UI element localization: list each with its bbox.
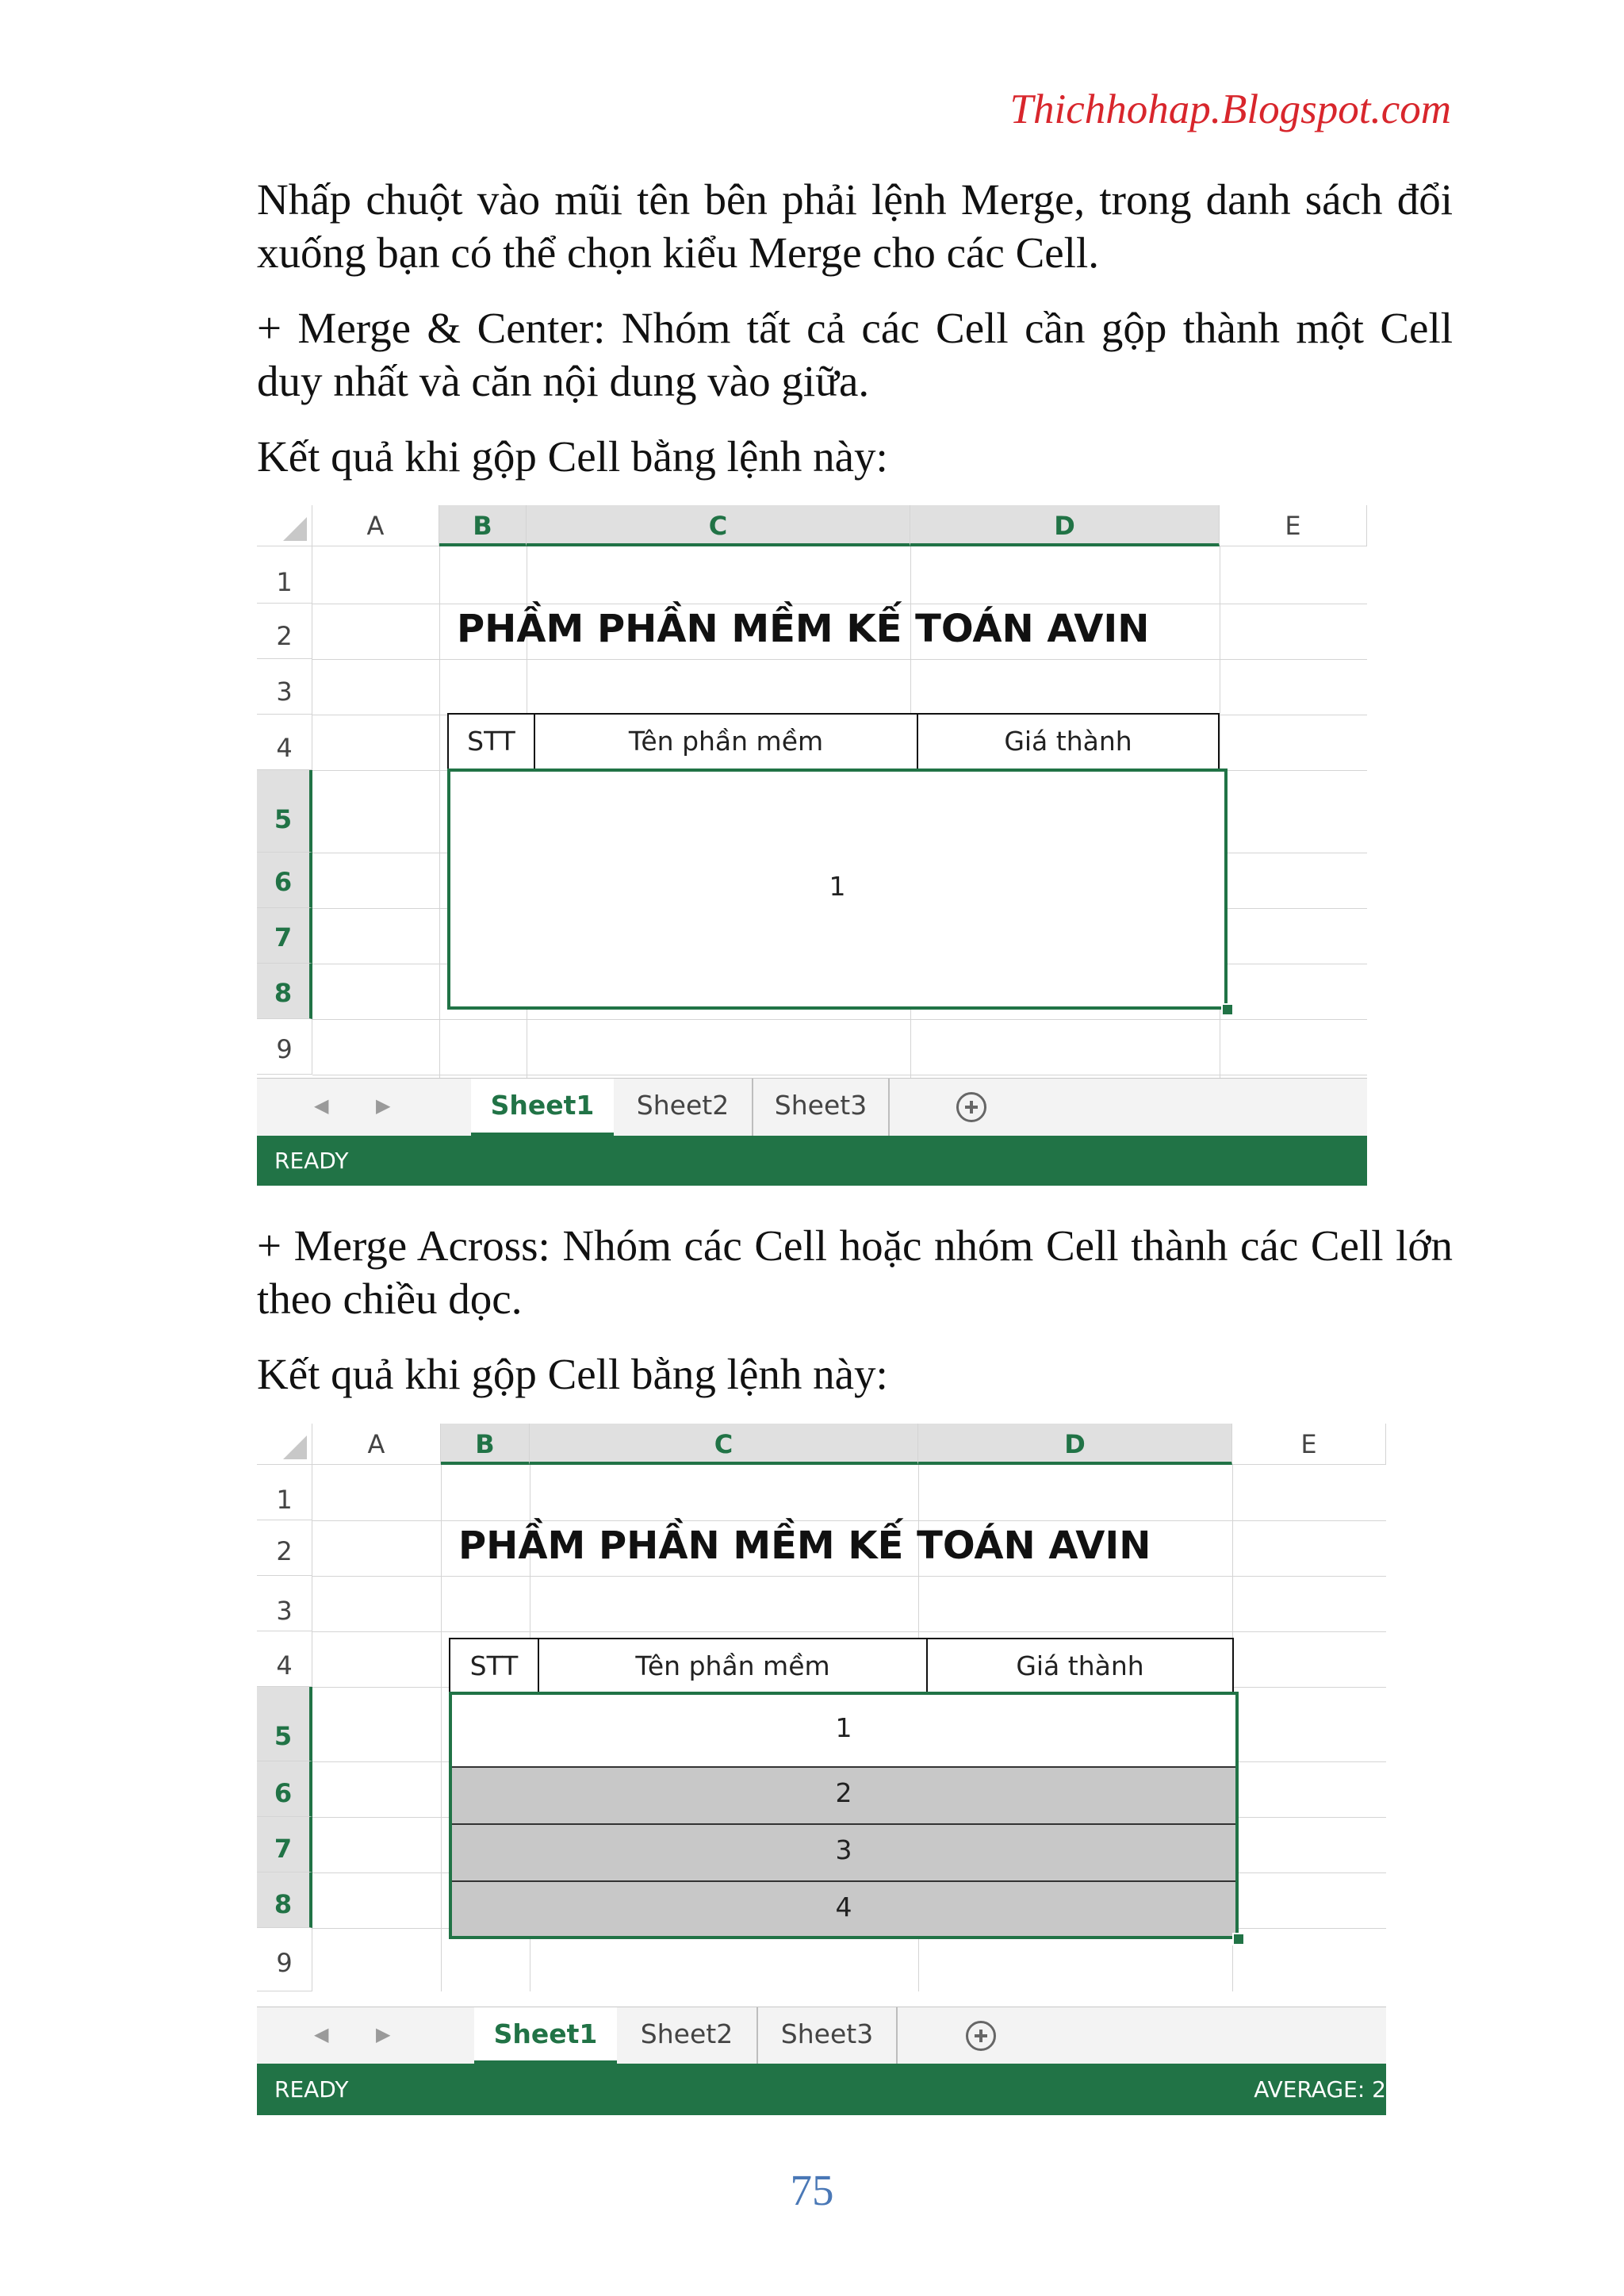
row-header-6[interactable]: 6 bbox=[257, 1761, 312, 1817]
table-header-software-name[interactable]: Tên phần mềm bbox=[538, 1638, 928, 1695]
column-header-d[interactable]: D bbox=[918, 1424, 1232, 1465]
tab-sheet3[interactable]: Sheet3 bbox=[753, 1079, 890, 1137]
fill-handle[interactable] bbox=[1221, 1003, 1234, 1016]
sheet-title-cell[interactable]: PHẦM PHẦN MỀM KẾ TOÁN AVIN bbox=[457, 607, 1150, 651]
excel-screenshot-merge-across bbox=[257, 1424, 1386, 2115]
table-header-price[interactable]: Giá thành bbox=[917, 713, 1220, 770]
row-header-7[interactable]: 7 bbox=[257, 1817, 312, 1872]
column-header-d[interactable]: D bbox=[910, 505, 1220, 546]
column-header-c[interactable]: C bbox=[527, 505, 910, 546]
paragraph-merge-across: + Merge Across: Nhóm các Cell hoặc nhóm Cell thành các Cell lớn theo chiều dọc. bbox=[257, 1221, 1453, 1323]
row-header-5[interactable]: 5 bbox=[257, 770, 312, 853]
row-header-4[interactable]: 4 bbox=[257, 1631, 312, 1687]
select-all-corner[interactable] bbox=[257, 1424, 312, 1465]
table-header-software-name[interactable]: Tên phần mềm bbox=[534, 713, 918, 770]
merged-row-8-value: 4 bbox=[835, 1892, 852, 1922]
fill-handle[interactable] bbox=[1232, 1933, 1245, 1945]
excel-screenshot-merge-center bbox=[257, 505, 1367, 1186]
row-header-6[interactable]: 6 bbox=[257, 853, 312, 908]
row-header-9[interactable]: 9 bbox=[257, 1928, 312, 1991]
tab-sheet1[interactable]: Sheet1 bbox=[474, 2007, 617, 2064]
tab-sheet2[interactable]: Sheet2 bbox=[614, 1079, 753, 1137]
paragraph-merge-center: + Merge & Center: Nhóm tất cả các Cell cần gộp thành một Cell duy nhất và căn nội dung vào giữa. bbox=[257, 304, 1453, 405]
merged-row-5-value: 1 bbox=[835, 1712, 852, 1743]
sheet-tab-bar bbox=[257, 1078, 1367, 1137]
tab-sheet1[interactable]: Sheet1 bbox=[471, 1079, 614, 1137]
column-header-b[interactable]: B bbox=[441, 1424, 530, 1465]
column-header-a[interactable]: A bbox=[312, 1424, 441, 1465]
tab-scroll-left-icon[interactable]: ◀ bbox=[314, 2023, 329, 2045]
merged-row-5[interactable] bbox=[452, 1695, 1235, 1768]
merged-cell-range[interactable] bbox=[447, 769, 1228, 1010]
table-header-stt[interactable]: STT bbox=[447, 713, 535, 770]
row-header-2[interactable]: 2 bbox=[257, 1520, 312, 1576]
merged-row-7[interactable] bbox=[452, 1825, 1235, 1882]
row-header-7[interactable]: 7 bbox=[257, 908, 312, 964]
paragraph-result-1: Kết quả khi gộp Cell bằng lệnh này: bbox=[257, 432, 888, 481]
column-header-e[interactable]: E bbox=[1232, 1424, 1386, 1465]
row-header-9[interactable]: 9 bbox=[257, 1019, 312, 1075]
select-all-corner[interactable] bbox=[257, 505, 312, 546]
row-header-8[interactable]: 8 bbox=[257, 964, 312, 1019]
tab-sheet2[interactable]: Sheet2 bbox=[617, 2007, 758, 2064]
status-ready-text: READY bbox=[274, 1148, 349, 1174]
status-bar bbox=[257, 1136, 1367, 1186]
status-ready-text: READY bbox=[274, 2076, 349, 2102]
merged-cell-value: 1 bbox=[829, 871, 846, 902]
add-sheet-icon[interactable] bbox=[966, 2021, 996, 2051]
row-header-8[interactable]: 8 bbox=[257, 1872, 312, 1928]
tab-scroll-left-icon[interactable]: ◀ bbox=[314, 1094, 329, 1117]
merged-row-8[interactable] bbox=[452, 1882, 1235, 1938]
table-header-stt[interactable]: STT bbox=[449, 1638, 539, 1695]
status-average-text: AVERAGE: 2 bbox=[1254, 2076, 1386, 2102]
add-sheet-icon[interactable] bbox=[956, 1092, 986, 1122]
sheet-title-cell[interactable]: PHẦM PHẦN MỀM KẾ TOÁN AVIN bbox=[458, 1524, 1151, 1568]
merged-across-range[interactable] bbox=[449, 1692, 1239, 1939]
page-number: 75 bbox=[790, 2166, 834, 2214]
paragraph-merge-dropdown: Nhấp chuột vào mũi tên bên phải lệnh Merge, trong danh sách đổi xuống bạn có thể chọn kiểu Merge cho các Cell. bbox=[257, 175, 1453, 277]
row-header-3[interactable]: 3 bbox=[257, 659, 312, 715]
sheet-tab-bar bbox=[257, 2007, 1386, 2064]
column-header-c[interactable]: C bbox=[530, 1424, 918, 1465]
paragraph-result-2: Kết quả khi gộp Cell bằng lệnh này: bbox=[257, 1350, 888, 1398]
status-bar bbox=[257, 2064, 1386, 2115]
row-header-1[interactable]: 1 bbox=[257, 1465, 312, 1520]
merged-row-6-value: 2 bbox=[835, 1777, 852, 1808]
merged-row-7-value: 3 bbox=[835, 1834, 852, 1865]
column-header-b[interactable]: B bbox=[439, 505, 527, 546]
row-header-1[interactable]: 1 bbox=[257, 546, 312, 604]
tab-scroll-right-icon[interactable]: ▶ bbox=[376, 2023, 391, 2045]
row-header-5[interactable]: 5 bbox=[257, 1687, 312, 1761]
merged-row-6[interactable] bbox=[452, 1768, 1235, 1825]
row-header-2[interactable]: 2 bbox=[257, 604, 312, 659]
column-header-e[interactable]: E bbox=[1220, 505, 1367, 546]
tab-sheet3[interactable]: Sheet3 bbox=[758, 2007, 898, 2064]
row-header-3[interactable]: 3 bbox=[257, 1576, 312, 1631]
header-site-link[interactable]: Thichhohap.Blogspot.com bbox=[1009, 86, 1451, 132]
row-header-4[interactable]: 4 bbox=[257, 715, 312, 770]
column-header-a[interactable]: A bbox=[312, 505, 439, 546]
table-header-price[interactable]: Giá thành bbox=[926, 1638, 1234, 1695]
tab-scroll-right-icon[interactable]: ▶ bbox=[376, 1094, 391, 1117]
